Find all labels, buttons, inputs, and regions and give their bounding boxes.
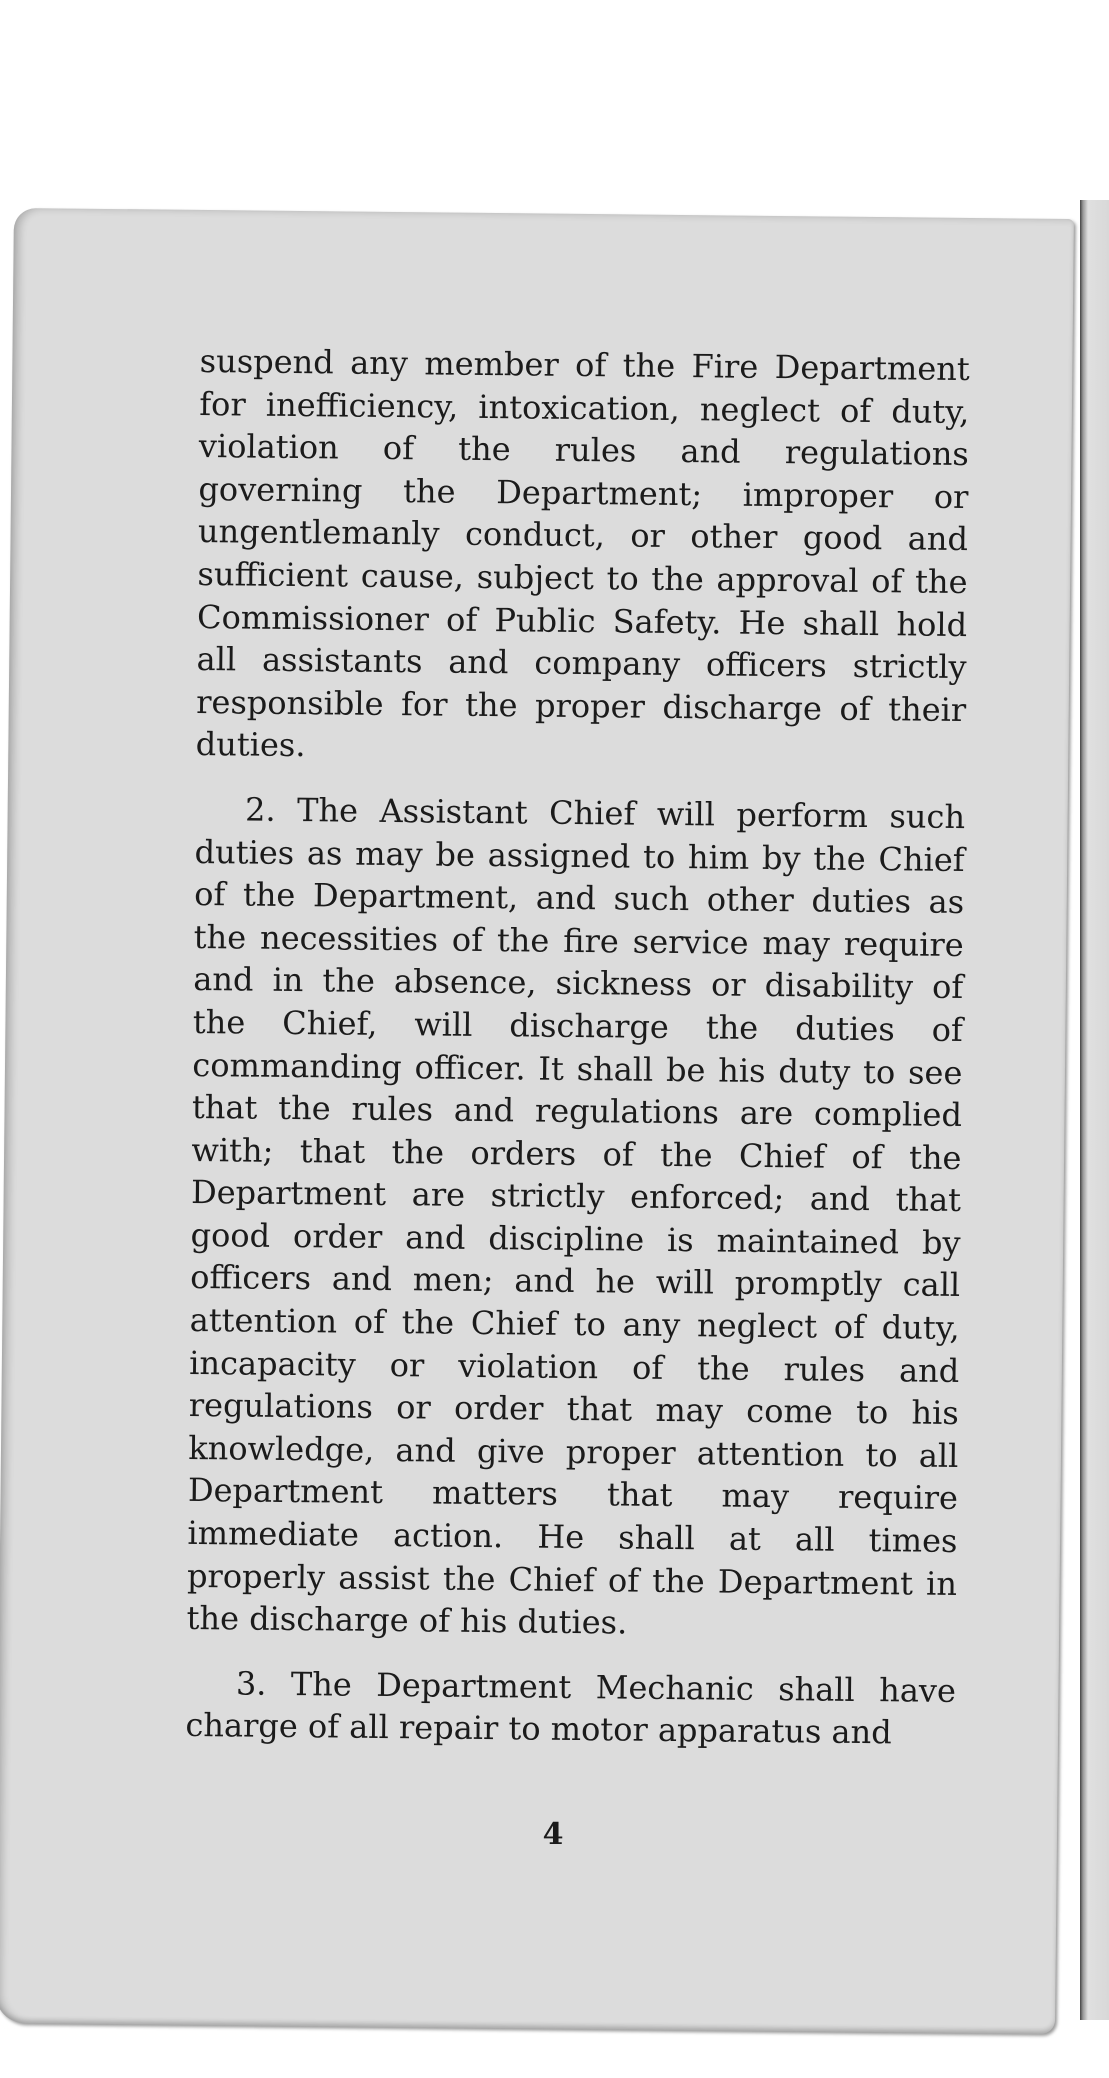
adjacent-page-edge — [1080, 200, 1109, 2020]
paragraph-continuation: suspend any member of the Fire Department for inefficiency, intoxication, neglect of duty, violation of the rules and regulations governing the Department; improper or ungentlemanly conduct, or other good and sufficient cause, subject to the approval of the Commissioner of Public Safety. He shall hold all assistants and company officers strictly responsible for the proper discharge of their duties. — [195, 341, 970, 765]
page-body-text — [185, 340, 970, 1755]
page-number: 4 — [542, 1817, 564, 1852]
paragraph-department-mechanic: 3. The Department Mechanic shall have charge of all repair to motor apparatus and — [185, 1664, 957, 1752]
paragraph-assistant-chief: 2. The Assistant Chief will perform such duties as may be assigned to him by the Chief of the Department, and such other duties as the necessities of the fire service may require and in the absence, sickness or disability of the Chief, will discharge the duties of commanding officer. It shall be his duty to see that the rules and regulations are complied with; that the orders of the Chief of the Department are strictly enforced; and that good order and discipline is maintained by officers and men; and he will promptly call attention of the Chief to any neglect of duty, incapacity or violation of the rules and regulations or order that may come to his knowledge, and give proper attention to all Department matters that may require immediate action. He shall at all times properly assist the Chief of the Department in the discharge of his duties. — [186, 790, 966, 1642]
